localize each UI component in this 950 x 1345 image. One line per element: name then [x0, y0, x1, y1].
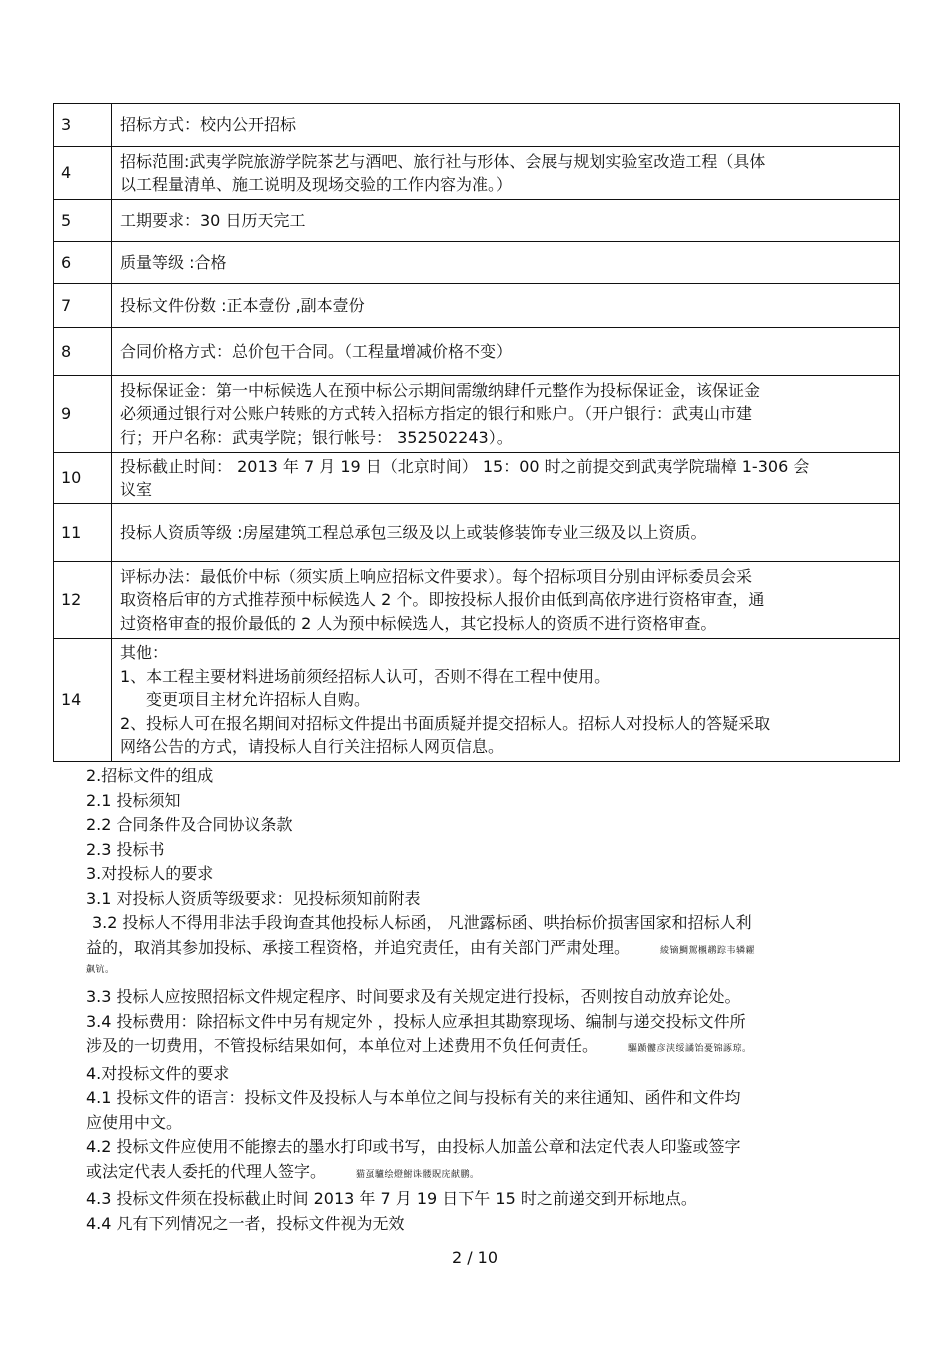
paragraph: 3.1 对投标人资质等级要求：见投标须知前附表	[86, 888, 421, 908]
row-content	[112, 200, 900, 242]
row-number: 7	[54, 284, 112, 328]
table-row	[54, 200, 900, 242]
row-number: 11	[54, 504, 112, 562]
row-content	[112, 376, 900, 453]
paragraph: 2.2 合同条件及合同协议条款	[86, 815, 293, 834]
paragraph: 2.3 投标书	[86, 839, 165, 859]
paragraph: 4.3 投标文件须在投标截止时间 2013 年 7 月 19 日下午 15 时之前递交到开标地点。	[86, 1189, 697, 1208]
section-heading: 2.招标文件的组成	[86, 766, 214, 785]
row-content	[112, 328, 900, 376]
row-content	[112, 504, 900, 562]
row-line: 投标保证金：第一中标候选人在预中标公示期间需缴纳肆仟元整作为投标保证金，该保证金	[120, 380, 761, 400]
row-content	[112, 284, 900, 328]
row-line: 投标文件份数 :正本壹份 ,副本壹份	[120, 295, 365, 315]
row-line: 议室	[120, 480, 153, 499]
row-line: 投标人资质等级 :房屋建筑工程总承包三级及以上或装修装饰专业三级及以上资质。	[120, 522, 707, 542]
table-row	[54, 147, 900, 200]
bid-info-table	[53, 103, 900, 762]
paragraph-text: 或法定代表人委托的代理人签字。	[86, 1161, 327, 1181]
row-content	[112, 562, 900, 639]
page-number: 2 / 10	[451, 1248, 499, 1267]
noise-text: 飙钪。	[86, 965, 115, 975]
paragraph: 4.1 投标文件的语言：投标文件及投标人与本单位之间与投标有关的来往通知、函件和文件均	[86, 1088, 741, 1107]
row-line: 其他：	[120, 643, 169, 663]
row-content	[112, 104, 900, 147]
row-number: 8	[54, 328, 112, 376]
row-line: 1、本工程主要材料进场前须经招标人认可，否则不得在工程中使用。	[120, 666, 611, 686]
table-row	[54, 376, 900, 453]
paragraph: 2.1 投标须知	[86, 790, 181, 810]
row-line: 招标方式：校内公开招标	[120, 115, 297, 135]
row-line: 2、投标人可在报名期间对招标文件提出书面质疑并提交招标人。招标人对投标人的答疑采取	[120, 713, 771, 733]
row-line: 合同价格方式：总价包干合同。（工程量增减价格不变）	[120, 341, 513, 361]
row-line: 变更项目主材允许招标人自购。	[146, 690, 371, 710]
row-line: 投标截止时间： 2013 年 7 月 19 日（北京时间） 15：00 时之前提交到武夷学院瑞樟 1-306 会	[120, 456, 810, 476]
paragraph-text: 益的，取消其参加投标、承接工程资格，并追究责任，由有关部门严肃处理。	[86, 937, 631, 957]
row-number: 10	[54, 453, 112, 504]
table-row	[54, 453, 900, 504]
paragraph: 3.4 投标费用：除招标文件中另有规定外 ，投标人应承担其勘察现场、编制与递交投标文件所	[86, 1011, 746, 1031]
table-row	[54, 639, 900, 762]
paragraph: 3.3 投标人应按照招标文件规定程序、时间要求及有关规定进行投标，否则按自动放弃论处。	[86, 987, 741, 1006]
table-row	[54, 562, 900, 639]
row-line: 过资格审查的报价最低的 2 人为预中标候选人，其它投标人的资质不进行资格审查。	[120, 613, 717, 633]
row-content	[112, 639, 900, 762]
row-line: 质量等级 :合格	[120, 252, 227, 272]
row-line: 取资格后审的方式推荐预中标候选人 2 个。即按投标人报价由低到高依序进行资格审查，通	[120, 590, 765, 610]
row-number: 3	[54, 104, 112, 147]
row-line: 评标办法：最低价中标（须实质上响应招标文件要求）。每个招标项目分别由评标委员会采	[120, 566, 753, 586]
row-content	[112, 147, 900, 200]
paragraph: 3.2 投标人不得用非法手段询查其他投标人标函， 凡泄露标函、哄抬标价损害国家和招标人利	[92, 913, 752, 932]
row-line: 必须通过银行对公账户转账的方式转入招标方指定的银行和账户。（开户银行：武夷山市建	[120, 404, 753, 424]
row-number: 12	[54, 562, 112, 639]
row-number: 5	[54, 200, 112, 242]
row-number: 4	[54, 147, 112, 200]
paragraph: 4.4 凡有下列情况之一者，投标文件视为无效	[86, 1213, 405, 1233]
row-content	[112, 242, 900, 284]
row-number: 9	[54, 376, 112, 453]
table-row	[54, 328, 900, 376]
row-number: 6	[54, 242, 112, 284]
row-line: 以工程量清单、施工说明及现场交验的工作内容为准。）	[120, 175, 513, 194]
row-content	[112, 453, 900, 504]
row-line: 网络公告的方式，请投标人自行关注招标人网页信息。	[120, 737, 505, 757]
paragraph	[86, 1034, 886, 1062]
table-row	[54, 284, 900, 328]
table-row	[54, 504, 900, 562]
section-heading: 4.对投标文件的要求	[86, 1063, 230, 1083]
noise-text: 驅踬髏彦浃绥譎饴憂锦諑琼。	[628, 1044, 752, 1054]
section-heading: 3.对投标人的要求	[86, 864, 214, 883]
paragraph-text: 涉及的一切费用，不管投标结果如何，本单位对上述费用不负任何责任。	[86, 1036, 599, 1055]
body-text	[86, 764, 886, 1236]
row-line: 招标范围:武夷学院旅游学院茶艺与酒吧、旅行社与形体、会展与规划实验室改造工程（具体	[120, 151, 766, 171]
row-line: 工期要求：30 日历天完工	[120, 210, 306, 230]
row-line: 行；开户名称：武夷学院；银行帐号： 352502243）。	[120, 427, 513, 447]
paragraph: 4.2 投标文件应使用不能擦去的墨水打印或书写，由投标人加盖公章和法定代表人印鉴或签字	[86, 1137, 741, 1156]
noise-text: 猫虿驢绘燈鮒诛髅貺庑献鹏。	[356, 1169, 480, 1180]
table-row	[54, 104, 900, 147]
paragraph	[86, 1160, 886, 1188]
row-number: 14	[54, 639, 112, 762]
table-row	[54, 242, 900, 284]
paragraph: 应使用中文。	[86, 1112, 183, 1132]
paragraph	[86, 936, 886, 964]
noise-text: 綾镝鯛駕櫬鹕踪韦辚糴	[660, 945, 756, 956]
